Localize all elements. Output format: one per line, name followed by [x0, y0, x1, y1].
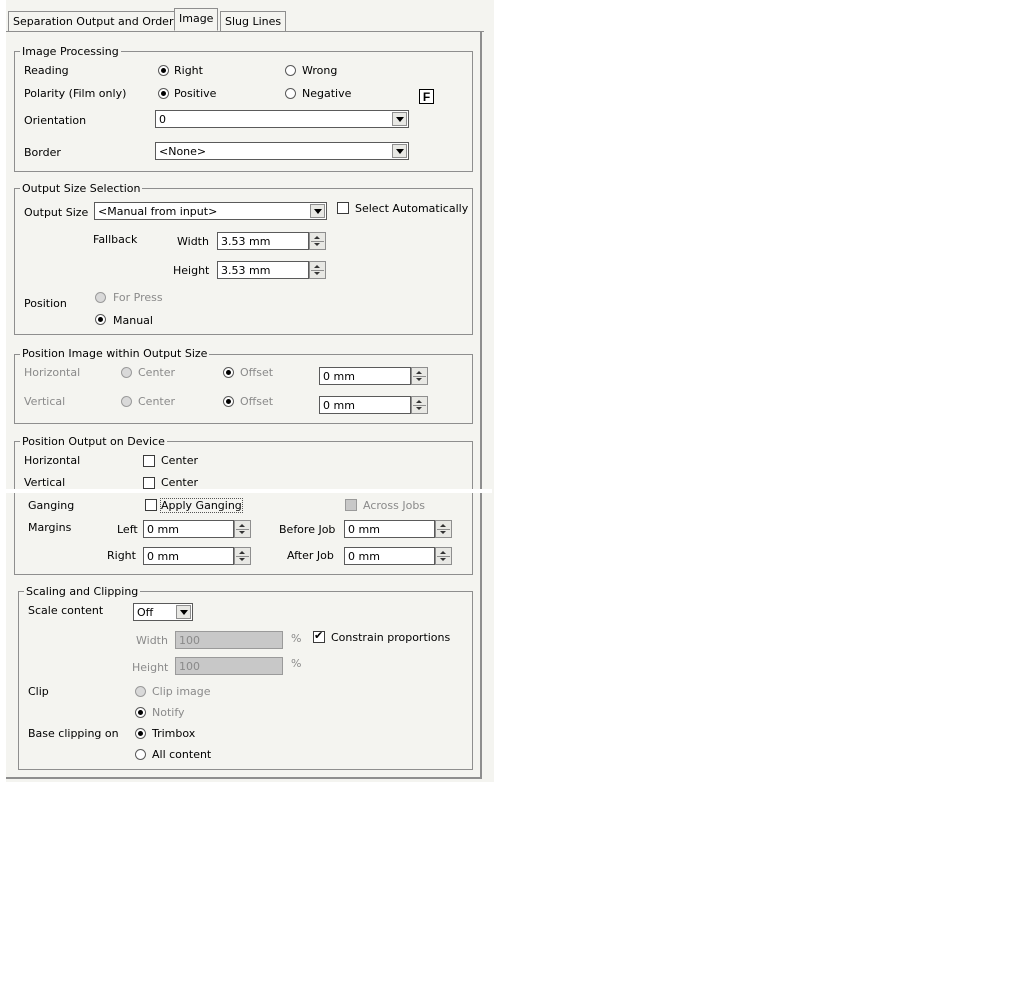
pi-horizontal-offset-label: Offset: [240, 366, 274, 379]
fallback-width-label: Width: [177, 235, 209, 248]
polarity-label: Polarity (Film only): [24, 87, 127, 100]
reading-wrong-label: Wrong: [302, 64, 338, 77]
margin-right-input[interactable]: [143, 547, 234, 565]
po-horizontal-label: Horizontal: [24, 454, 81, 467]
border-select[interactable]: [155, 142, 409, 160]
reading-right-label: Right: [174, 64, 203, 77]
screenshot-seam: [6, 489, 492, 493]
pi-horizontal-offset-value: 0 mm: [323, 370, 355, 383]
scale-height-value: 100: [179, 660, 200, 673]
before-job-input[interactable]: [344, 520, 435, 538]
pi-vertical-offset-input[interactable]: [319, 396, 411, 414]
after-job-spinner[interactable]: [435, 547, 452, 565]
pi-vertical-offset-label: Offset: [240, 395, 274, 408]
margin-right-label: Right: [107, 549, 136, 562]
pi-vertical-center-radio[interactable]: [121, 396, 132, 407]
output-size-select[interactable]: [94, 202, 327, 220]
chevron-down-icon[interactable]: [176, 605, 191, 619]
pi-vertical-offset-radio[interactable]: [223, 396, 234, 407]
fallback-height-spinner[interactable]: [309, 261, 326, 279]
polarity-positive-radio[interactable]: [158, 88, 169, 99]
margin-left-input[interactable]: [143, 520, 234, 538]
notify-radio[interactable]: [135, 707, 146, 718]
before-job-spinner[interactable]: [435, 520, 452, 538]
before-job-value: 0 mm: [348, 523, 380, 536]
output-size-value: <Manual from input>: [98, 205, 218, 218]
after-job-label: After Job: [287, 549, 334, 562]
select-automatically-label: Select Automatically: [355, 202, 469, 215]
chevron-down-icon[interactable]: [392, 144, 407, 158]
select-automatically-checkbox[interactable]: [337, 202, 349, 214]
fallback-width-input[interactable]: [217, 232, 309, 250]
pi-horizontal-offset-input[interactable]: [319, 367, 411, 385]
po-vertical-center-checkbox[interactable]: [143, 477, 155, 489]
image-processing-legend: Image Processing: [22, 45, 119, 58]
scale-content-select[interactable]: [133, 603, 193, 621]
notify-label: Notify: [152, 706, 185, 719]
reading-wrong-radio[interactable]: [285, 65, 296, 76]
margin-left-value: 0 mm: [147, 523, 179, 536]
fallback-height-label: Height: [173, 264, 210, 277]
constrain-proportions-checkbox[interactable]: [313, 631, 325, 643]
manual-label: Manual: [113, 314, 153, 327]
tab-slug-lines[interactable]: Slug Lines: [220, 11, 286, 31]
fallback-width-spinner[interactable]: [309, 232, 326, 250]
for-press-label: For Press: [113, 291, 163, 304]
chevron-down-icon[interactable]: [310, 204, 325, 218]
pi-vertical-offset-spinner[interactable]: [411, 396, 428, 414]
across-jobs-label: Across Jobs: [363, 499, 426, 512]
pi-horizontal-label: Horizontal: [24, 366, 81, 379]
po-vertical-center-label: Center: [161, 476, 199, 489]
fallback-height-value: 3.53 mm: [221, 264, 271, 277]
across-jobs-checkbox[interactable]: [345, 499, 357, 511]
orientation-label: Orientation: [24, 114, 87, 127]
polarity-positive-label: Positive: [174, 87, 217, 100]
po-horizontal-center-label: Center: [161, 454, 199, 467]
polarity-negative-label: Negative: [302, 87, 352, 100]
position-label: Position: [24, 297, 67, 310]
output-size-legend: Output Size Selection: [22, 182, 141, 195]
scale-width-input[interactable]: [175, 631, 283, 649]
pi-vertical-label: Vertical: [24, 395, 66, 408]
tab-separation-output-and-order[interactable]: Separation Output and Order: [8, 11, 178, 31]
reading-label: Reading: [24, 64, 69, 77]
pi-vertical-center-label: Center: [138, 395, 176, 408]
trimbox-radio[interactable]: [135, 728, 146, 739]
scale-width-value: 100: [179, 634, 200, 647]
po-horizontal-center-checkbox[interactable]: [143, 455, 155, 467]
scaling-group: [18, 591, 473, 770]
scale-width-label: Width: [136, 634, 168, 647]
after-job-input[interactable]: [344, 547, 435, 565]
pi-vertical-offset-value: 0 mm: [323, 399, 355, 412]
orientation-select[interactable]: [155, 110, 409, 128]
scale-width-percent: %: [291, 632, 302, 645]
tab-image[interactable]: Image: [174, 8, 218, 31]
fallback-label: Fallback: [93, 233, 138, 246]
before-job-label: Before Job: [279, 523, 336, 536]
pi-horizontal-center-label: Center: [138, 366, 176, 379]
pi-horizontal-offset-spinner[interactable]: [411, 367, 428, 385]
all-content-radio[interactable]: [135, 749, 146, 760]
for-press-radio[interactable]: [95, 292, 106, 303]
scale-content-label: Scale content: [28, 604, 104, 617]
ganging-label: Ganging: [28, 499, 75, 512]
chevron-down-icon[interactable]: [392, 112, 407, 126]
margin-left-label: Left: [117, 523, 138, 536]
clip-image-label: Clip image: [152, 685, 211, 698]
scaling-legend: Scaling and Clipping: [26, 585, 139, 598]
after-job-value: 0 mm: [348, 550, 380, 563]
apply-ganging-label: Apply Ganging: [161, 499, 242, 512]
scale-height-percent: %: [291, 657, 302, 670]
margin-right-value: 0 mm: [147, 550, 179, 563]
border-label: Border: [24, 146, 61, 159]
clip-label: Clip: [28, 685, 49, 698]
scale-height-input[interactable]: [175, 657, 283, 675]
scale-content-value: Off: [137, 606, 154, 619]
pi-horizontal-offset-radio[interactable]: [223, 367, 234, 378]
scale-height-label: Height: [132, 661, 169, 674]
position-image-legend: Position Image within Output Size: [22, 347, 208, 360]
pi-horizontal-center-radio[interactable]: [121, 367, 132, 378]
base-clipping-label: Base clipping on: [28, 727, 119, 740]
trimbox-label: Trimbox: [152, 727, 196, 740]
orientation-value: 0: [159, 113, 166, 126]
margin-left-spinner[interactable]: [234, 520, 251, 538]
f-badge-icon[interactable]: F: [419, 89, 434, 104]
fallback-height-input[interactable]: [217, 261, 309, 279]
constrain-proportions-label: Constrain proportions: [331, 631, 451, 644]
clip-image-radio[interactable]: [135, 686, 146, 697]
margin-right-spinner[interactable]: [234, 547, 251, 565]
position-output-legend: Position Output on Device: [22, 435, 165, 448]
polarity-negative-radio[interactable]: [285, 88, 296, 99]
fallback-width-value: 3.53 mm: [221, 235, 271, 248]
reading-right-radio[interactable]: [158, 65, 169, 76]
po-vertical-label: Vertical: [24, 476, 66, 489]
all-content-label: All content: [152, 748, 212, 761]
manual-radio[interactable]: [95, 314, 106, 325]
margins-label: Margins: [28, 521, 72, 534]
apply-ganging-checkbox[interactable]: [145, 499, 157, 511]
border-value: <None>: [159, 145, 207, 158]
output-size-label: Output Size: [24, 206, 89, 219]
